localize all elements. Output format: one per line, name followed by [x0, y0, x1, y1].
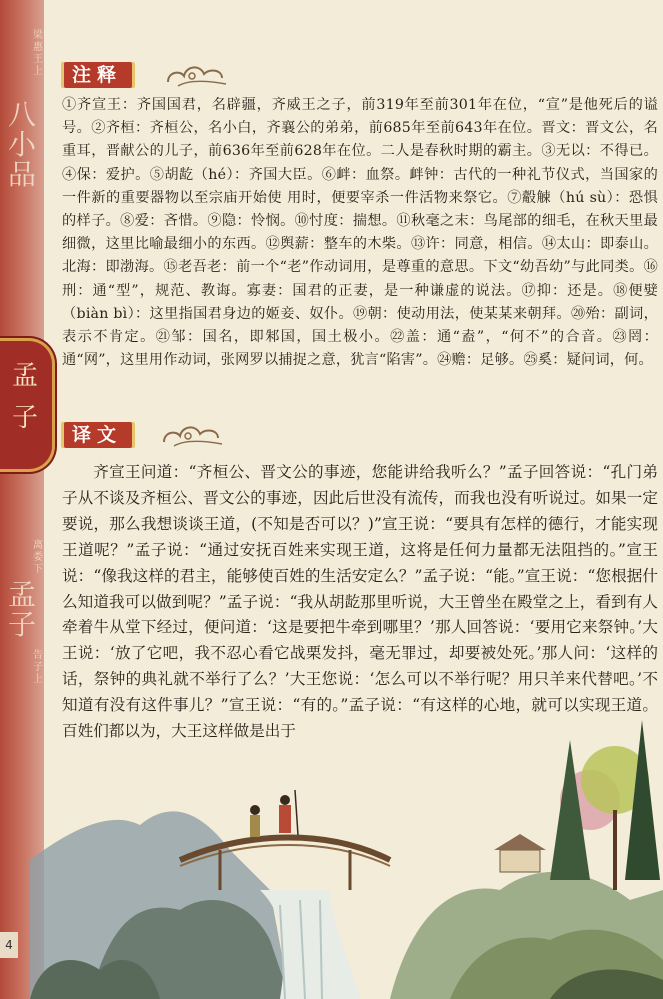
- cloud-ornament-icon: [164, 60, 228, 90]
- landscape-illustration: [30, 660, 663, 999]
- side-chapter-label-mid: 离 娄 下: [33, 540, 43, 575]
- cloud-ornament-icon: [160, 420, 224, 450]
- translation-text: 齐宣王问道：“齐桓公、晋文公的事迹，您能讲给我听么？”孟子回答说：“孔门弟子从不谈及齐桓公、晋文公的事迹，因此后世没有流传，而我也没有听说过。如果一定要说，那么我想谈谈王道，(不知是否可以？)”宣王说：“要具有怎样的德行，才能实现王道呢？”孟子说：“通过安抚百姓来实现王道，这将是任何力量都无法阻挡的。”宣王说：“像我这样的君主，能够使百姓的生活安定么？”孟子说：“能。”宣王说：“您根据什么知道我可以做到呢？”孟子说：“我从胡龁那里听说，大王曾坐在殿堂之上，看到有人牵着牛从堂下经过，便问道：‘这是要把牛牵到哪里？’那人回答说：‘要用它来祭钟。’大王说：‘放了它吧，我不忍心看它战栗发抖，毫无罪过，却要被处死。’那人问：‘这样的话，祭钟的典礼就不举行了么？’大王您说：‘怎么可以不举行呢？用只羊来代替吧。’不知道有没有这件事儿？”宣王说：“有的。”孟子说：“有这样的心地，就可以实现王道。百姓们都以为，大王这样做是出于: [62, 463, 658, 741]
- translation-header-label: 译文: [64, 422, 132, 448]
- translation-section-header: [64, 422, 234, 448]
- book-title: 孟 子: [11, 361, 38, 433]
- side-calligraphy-lower: 孟 子: [8, 578, 37, 641]
- side-calligraphy-upper: 八 小 品: [8, 98, 37, 191]
- page-number: 4: [0, 932, 18, 958]
- notes-header-label: 注释: [64, 62, 132, 88]
- notes-text: ①齐宣王：齐国国君，名辟疆，齐威王之子，前319年至前301年在位，“宣”是他死后的谥号。②齐桓：齐桓公，名小白，齐襄公的弟弟，前685年至前643年在位。晋文：晋文公，名重耳，晋献公的儿子，前636年至前628年在位。二人是春秋时期的霸主。③无以：不得已。④保：爱护。⑤胡龁（hé）：齐国大臣。⑥衅：血祭。衅钟：古代的一种礼节仪式，当国家的一件新的重要器物以至宗庙开始使 用时，便要宰杀一件活物来祭它。⑦觳觫（hú sù）：恐惧的样子。⑧爱：吝惜。⑨隐：怜悯。⑩忖度：揣想。⑪秋毫之末：鸟尾部的细毛，在秋天里最细微，这里比喻最细小的东西。⑫舆薪：整车的木柴。⑬许：同意，相信。⑭太山：即泰山。北海：即渤海。⑮老吾老：前一个“老”作动词用，是尊重的意思。下文“幼吾幼”与此同类。⑯刑：通“型”，规范、教诲。寡妻：国君的正妻，是一种谦虚的说法。⑰抑：还是。⑱便嬖（biàn bì）：这里指国君身边的姬妾、奴仆。⑲朝：使动用法，使某某来朝拜。⑳殆：副词，表示不肯定。㉑邹：国名，即邾国，国土极小。㉒盖：通“盍”，“何不”的合音。㉓罔：通“网”，这里用作动词，张网罗以捕捉之意，犹言“陷害”。㉔赡：足够。㉕奚：疑问词，何。: [62, 97, 658, 369]
- notes-section-header: [64, 62, 234, 88]
- side-chapter-label-top: 梁 惠 王 上: [33, 30, 43, 77]
- side-chapter-label-bottom: 告 子 上: [33, 650, 43, 685]
- book-title-tab: [0, 338, 55, 472]
